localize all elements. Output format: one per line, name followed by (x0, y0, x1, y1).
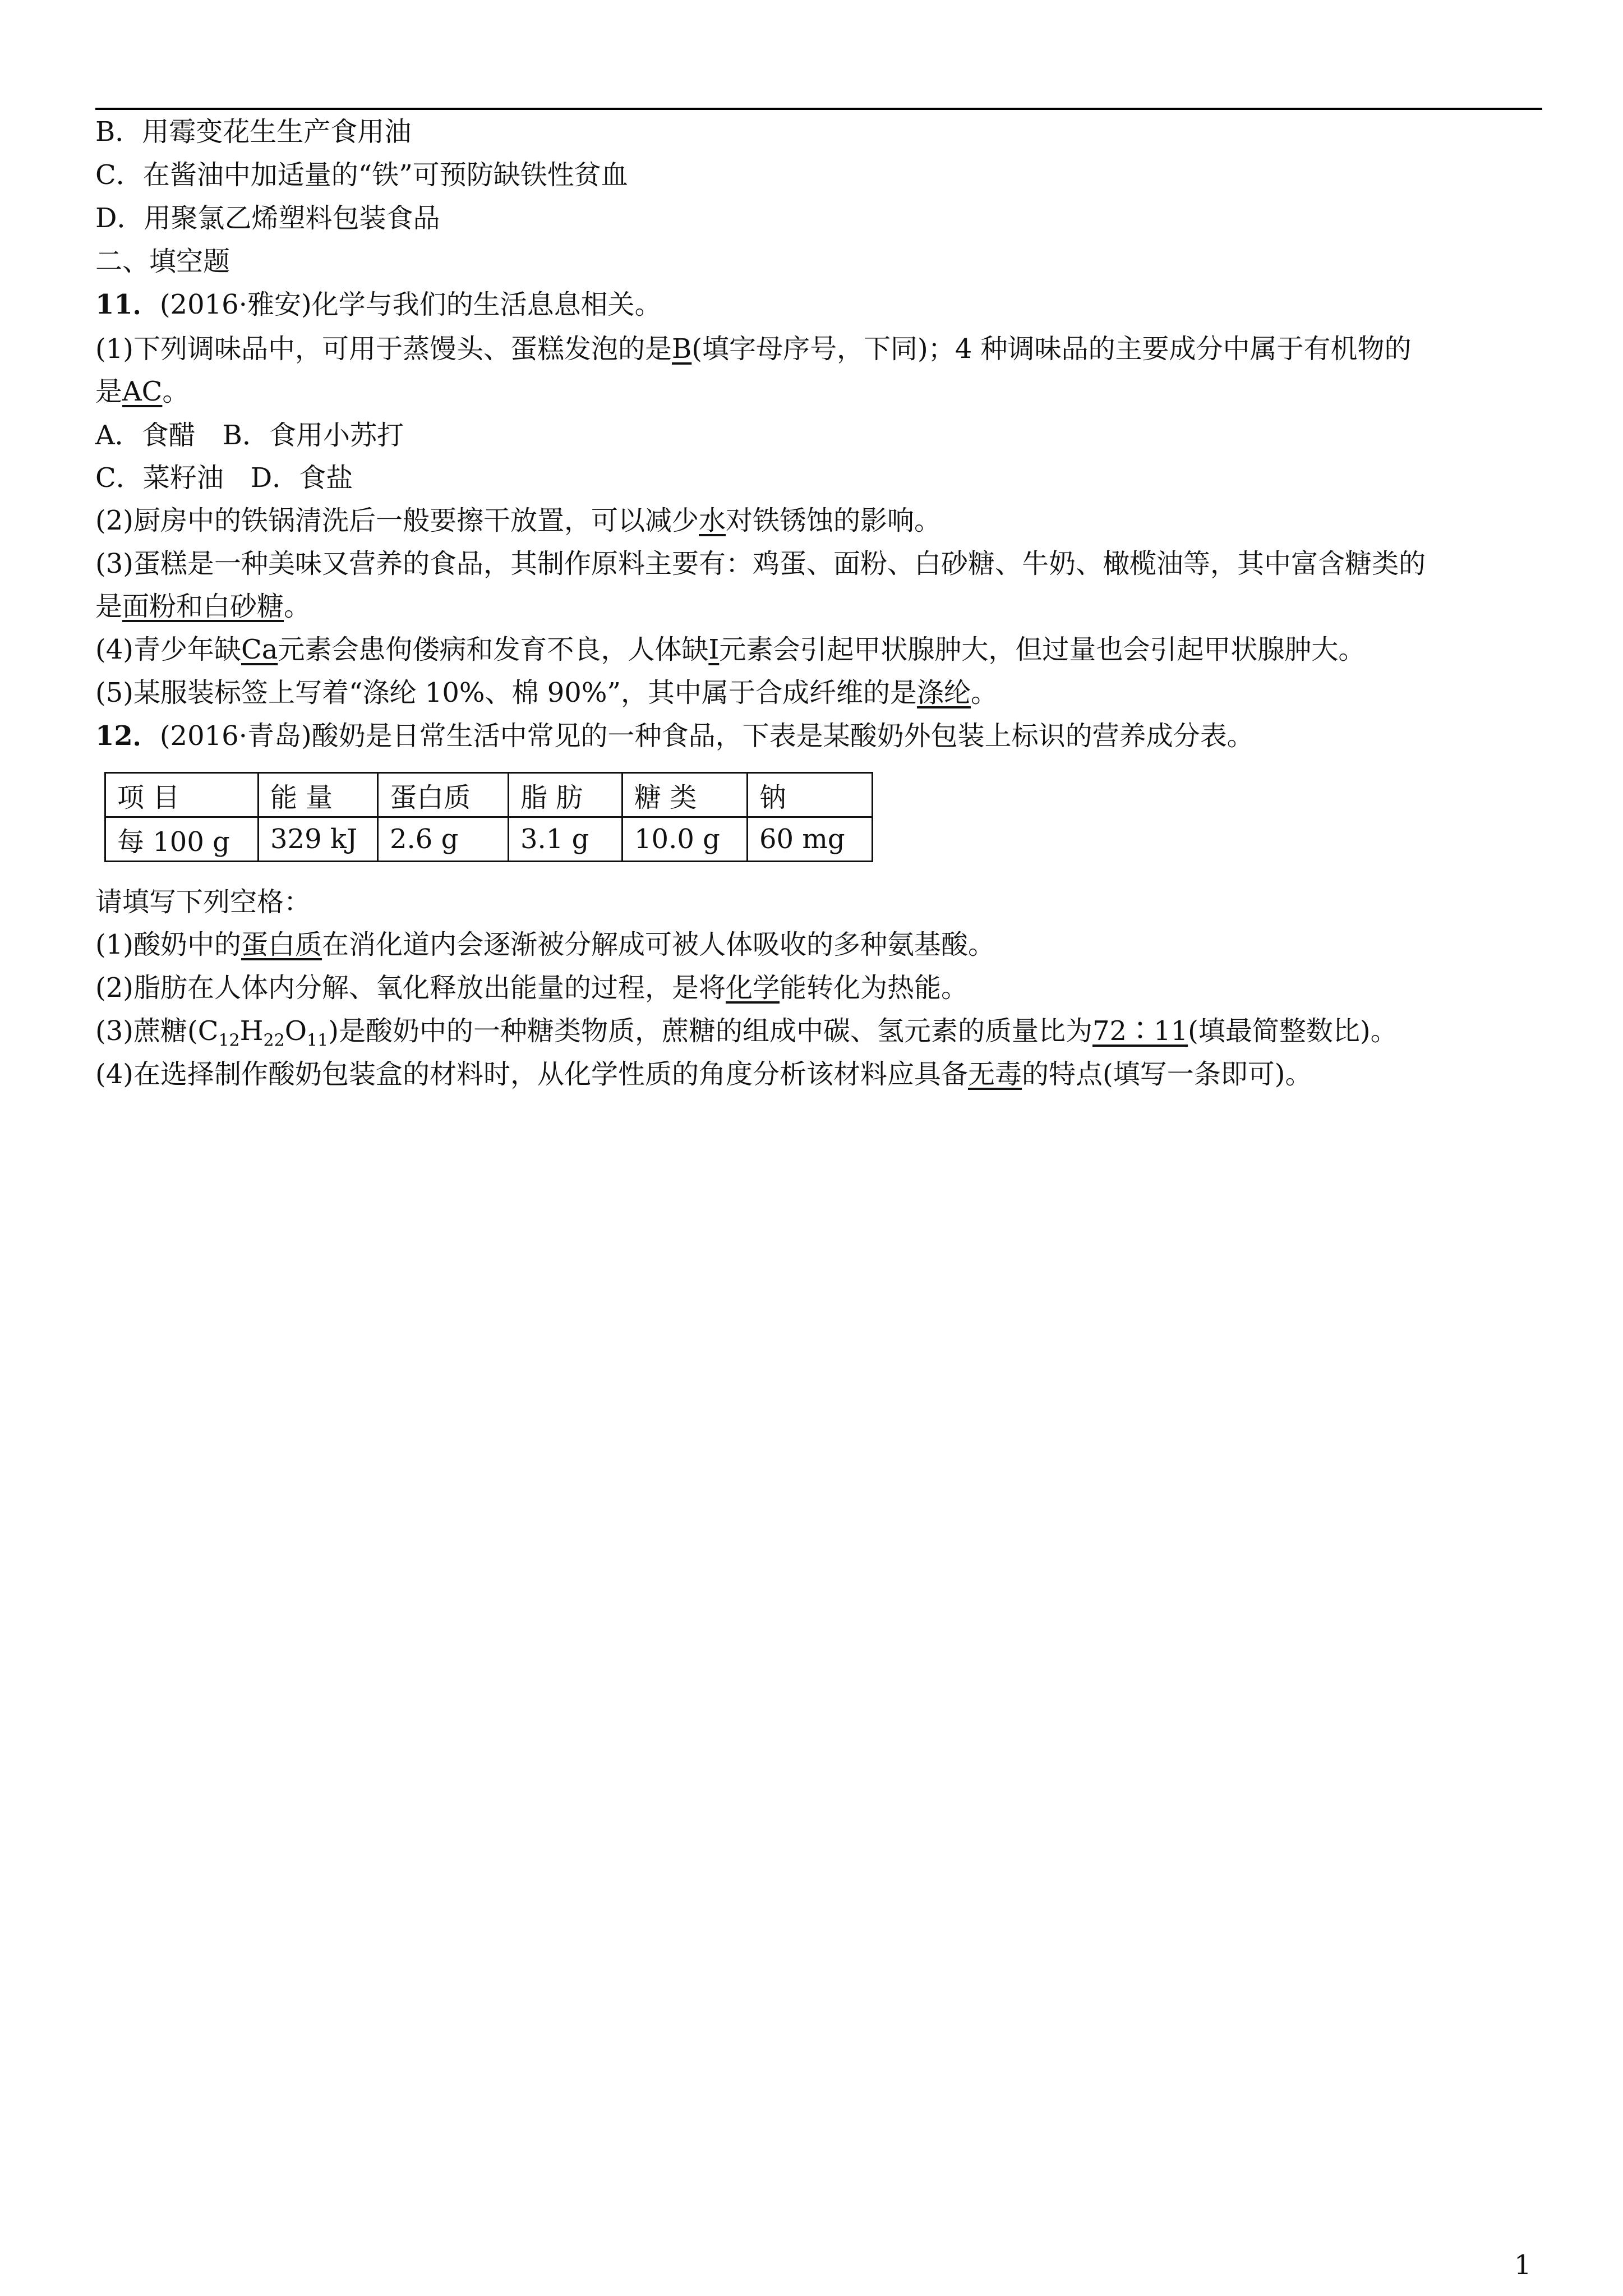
q11-part3: (3)蛋糕是一种美味又营养的食品，其制作原料主要有：鸡蛋、面粉、白砂糖、牛奶、橄榄油等，其中富含糖类的 (95, 548, 1426, 579)
table-cell: 60 mg (748, 817, 873, 862)
answer-blank: Ca (241, 634, 278, 665)
q12-part2 (95, 971, 968, 1005)
table-cell: 蛋白质 (378, 773, 509, 817)
text: (4)青少年缺 (95, 634, 241, 665)
text: 对铁锈蚀的影响。 (726, 505, 942, 536)
q11-choices-1: A．食醋 B．食用小苏打 (95, 420, 404, 451)
answer-blank: 化学 (726, 972, 780, 1004)
q12-part3 (95, 1014, 1398, 1058)
table-cell: 脂 肪 (509, 773, 623, 817)
q11-choices-2: C．菜籽油 D．食盐 (95, 462, 353, 494)
table-row (105, 817, 873, 862)
text: 。 (162, 376, 190, 407)
subscript: 12 (218, 1030, 240, 1051)
text: (填最简整数比)。 (1188, 1015, 1398, 1047)
text: (填字母序号，下同)；4 种调味品的主要成分中属于有机物的 (691, 333, 1412, 365)
text: )是酸奶中的一种糖类物质，蔗糖的组成中碳、氢元素的质量比为 (328, 1015, 1092, 1047)
nutrition-table (104, 772, 873, 862)
section-title: 二、填空题 (95, 246, 230, 277)
text: (1)酸奶中的 (95, 929, 241, 960)
text: (5)某服装标签上写着“涤纶 10%、棉 90%”，其中属于合成纤维的是 (95, 677, 917, 708)
table-cell: 钠 (748, 773, 873, 817)
table-header-row (105, 773, 873, 817)
q12-part4 (95, 1057, 1312, 1091)
text: 的特点(填写一条即可)。 (1022, 1059, 1312, 1090)
table-cell: 2.6 g (378, 817, 509, 862)
q12-prompt: 请填写下列空格： (95, 886, 311, 918)
table-cell: 能 量 (259, 773, 378, 817)
answer-blank: 涤纶 (916, 677, 971, 708)
answer-blank: AC (122, 376, 163, 407)
answer-blank: I (708, 634, 720, 665)
text: (2)脂肪在人体内分解、氧化释放出能量的过程，是将 (95, 972, 726, 1004)
q12-source: (2016·青岛)酸奶是日常生活中常见的一种食品，下表是某酸奶外包装上标识的营养成分表。 (159, 720, 1254, 752)
option-d: D．用聚氯乙烯塑料包装食品 (95, 203, 440, 234)
answer-blank: 72∶11 (1092, 1015, 1188, 1047)
q12-part1 (95, 928, 995, 961)
text: 能转化为热能。 (780, 972, 969, 1004)
q11-part4 (95, 633, 1365, 666)
text: 在消化道内会逐渐被分解成可被人体吸收的多种氨基酸。 (322, 929, 995, 960)
text: 是 (95, 376, 123, 407)
table-cell: 每 100 g (105, 817, 259, 862)
subscript: 11 (307, 1030, 329, 1051)
q11-title (95, 288, 662, 321)
answer-blank: 面粉和白砂糖 (122, 591, 284, 622)
table-cell: 3.1 g (509, 817, 623, 862)
text: 元素会引起甲状腺肿大，但过量也会引起甲状腺肿大。 (719, 634, 1366, 665)
q11-part5 (95, 676, 998, 710)
page-number: 1 (1514, 2249, 1532, 2281)
answer-blank: 蛋白质 (241, 929, 322, 960)
q11-number: 11． (95, 289, 160, 320)
answer-blank: 水 (699, 505, 726, 536)
table-cell: 糖 类 (623, 773, 748, 817)
text: 元素会患佝偻病和发育不良，人体缺 (278, 634, 709, 665)
answer-blank: B (672, 333, 692, 365)
table-cell: 项 目 (105, 773, 259, 817)
subscript: 22 (263, 1030, 285, 1051)
text: (2)厨房中的铁锅清洗后一般要擦干放置，可以减少 (95, 505, 699, 536)
header-rule (95, 108, 1542, 110)
table-cell: 329 kJ (259, 817, 378, 862)
q11-part1-cont (95, 375, 189, 408)
option-c: C．在酱油中加适量的“铁”可预防缺铁性贫血 (95, 159, 628, 191)
table-cell: 10.0 g (623, 817, 748, 862)
text: H (239, 1015, 264, 1047)
q12-title (95, 719, 1254, 753)
q11-source: (2016·雅安)化学与我们的生活息息相关。 (159, 289, 662, 320)
q11-part3-cont (95, 590, 311, 623)
text: (3)蔗糖(C (95, 1015, 219, 1047)
text: O (284, 1015, 307, 1047)
text: (4)在选择制作酸奶包装盒的材料时，从化学性质的角度分析该材料应具备 (95, 1059, 968, 1090)
q11-part2 (95, 504, 941, 537)
q12-number: 12． (95, 720, 160, 752)
text: 是 (95, 591, 123, 622)
text: (1)下列调味品中，可用于蒸馒头、蛋糕发泡的是 (95, 333, 672, 365)
q11-part1 (95, 332, 1412, 366)
option-b: B．用霉变花生生产食用油 (95, 116, 412, 148)
text: 。 (970, 677, 998, 708)
text: 。 (284, 591, 311, 622)
answer-blank: 无毒 (968, 1059, 1022, 1090)
